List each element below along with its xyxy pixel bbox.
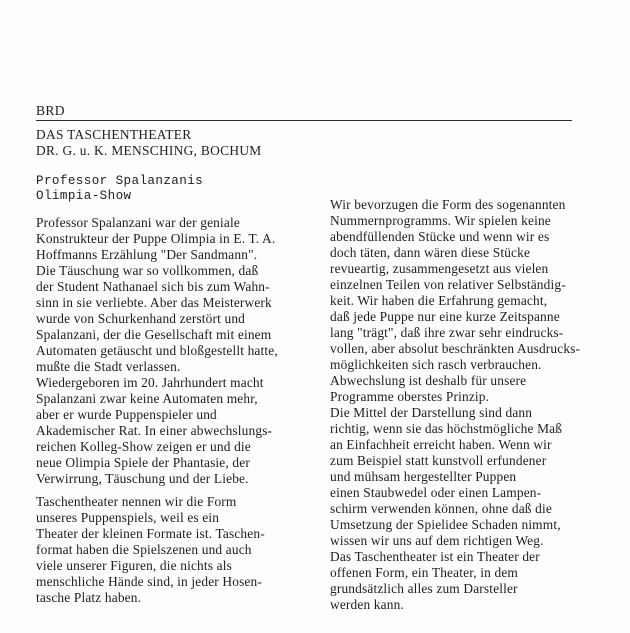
text-line: tasche Platz haben. [36, 590, 142, 605]
text-line: abendfüllenden Stücke und wenn wir es [330, 229, 550, 244]
country-label: BRD [36, 103, 65, 118]
text-line: Die Täuschung war so vollkommen, daß [36, 263, 259, 278]
text-line: Professor Spalanzani war der geniale [36, 215, 240, 230]
text-line: Konstrukteur der Puppe Olimpia in E. T. A. [36, 231, 276, 246]
text-line: Programme oberstes Prinzip. [330, 389, 490, 404]
text-line: möglichkeiten sich rasch verbrauchen. [330, 357, 542, 372]
text-line: einzelnen Teilen von relativer Selbständig- [330, 277, 566, 292]
text-line: reichen Kolleg-Show zeigen er und die [36, 439, 251, 454]
program-title-line-1: Professor Spalanzanis [36, 174, 204, 188]
theater-directors: DR. G. u. K. MENSCHING, BOCHUM [36, 143, 262, 158]
text-line: Spalanzani, der die Gesellschaft mit einem [36, 327, 272, 342]
text-line: viele unserer Figuren, die nichts als [36, 558, 232, 573]
text-line: wurde von Schurkenhand zerstört und [36, 311, 246, 326]
text-line: menschliche Hände sind, in jeder Hosen- [36, 574, 262, 589]
text-line: und mühsam hergestellter Puppen [330, 469, 517, 484]
text-line: format haben die Spielszenen und auch [36, 542, 252, 557]
text-line: zum Beispiel statt kunstvoll erfundener [330, 453, 547, 468]
text-line: lang "trägt", daß ihre zwar sehr eindrucks- [330, 325, 564, 340]
text-line: Wir bevorzugen die Form des sogenannten [330, 197, 566, 212]
text-line: Spalanzani zwar keine Automaten mehr, [36, 391, 258, 406]
text-line: mußte die Stadt verlassen. [36, 359, 181, 374]
program-title-line-2: Olimpia-Show [36, 189, 132, 203]
text-line: sinn in sie verliebte. Aber das Meisterwerk [36, 295, 272, 310]
text-line: doch täten, dann wären diese Stücke [330, 245, 531, 260]
text-line: neue Olimpia Spiele der Phantasie, der [36, 455, 250, 470]
text-line: Abwechslung ist deshalb für unsere [330, 373, 527, 388]
text-line: offenen Form, ein Theater, in dem [330, 565, 518, 580]
text-line: Akademischer Rat. In einer abwechslungs- [36, 423, 273, 438]
theater-name: DAS TASCHENTHEATER [36, 127, 192, 142]
text-line: einen Staubwedel oder einen Lampen- [330, 485, 542, 500]
text-line: unseres Puppenspiels, weil es ein [36, 510, 220, 525]
text-line: wissen wir uns auf dem richtigen Weg. [330, 533, 544, 548]
text-line: Umsetzung der Spielidee Schaden nimmt, [330, 517, 561, 532]
text-line: daß jede Puppe nur eine kurze Zeitspanne [330, 309, 560, 324]
country-underline [36, 120, 572, 121]
text-line: Wiedergeboren im 20. Jahrhundert macht [36, 375, 264, 390]
text-line: richtig, wenn sie das höchstmögliche Maß [330, 421, 563, 436]
text-line: aber er wurde Puppenspieler und [36, 407, 217, 422]
text-line: Hoffmanns Erzählung "Der Sandmann". [36, 247, 258, 262]
text-line: Taschentheater nennen wir die Form [36, 494, 237, 509]
text-line: an Einfachheit erreicht haben. Wenn wir [330, 437, 552, 452]
text-line: Theater der kleinen Formate ist. Taschen- [36, 526, 265, 541]
text-line: Verwirrung, Täuschung und der Liebe. [36, 471, 249, 486]
text-line: vollen, aber absolut beschränkten Ausdrucks- [330, 341, 581, 356]
text-line: Automaten getäuscht und bloßgestellt hatte, [36, 343, 278, 358]
text-line: der Student Nathanael sich bis zum Wahn- [36, 279, 270, 294]
text-line: werden kann. [330, 597, 404, 612]
text-line: schirm verwenden können, ohne daß die [330, 501, 552, 516]
text-line: Nummernprogramms. Wir spielen keine [330, 213, 551, 228]
text-line: keit. Wir haben die Erfahrung gemacht, [330, 293, 548, 308]
text-line: revueartig, zusammengesetzt aus vielen [330, 261, 549, 276]
text-line: Das Taschentheater ist ein Theater der [330, 549, 540, 564]
text-line: grundsätzlich alles zum Darsteller [330, 581, 518, 596]
text-line: Die Mittel der Darstellung sind dann [330, 405, 533, 420]
